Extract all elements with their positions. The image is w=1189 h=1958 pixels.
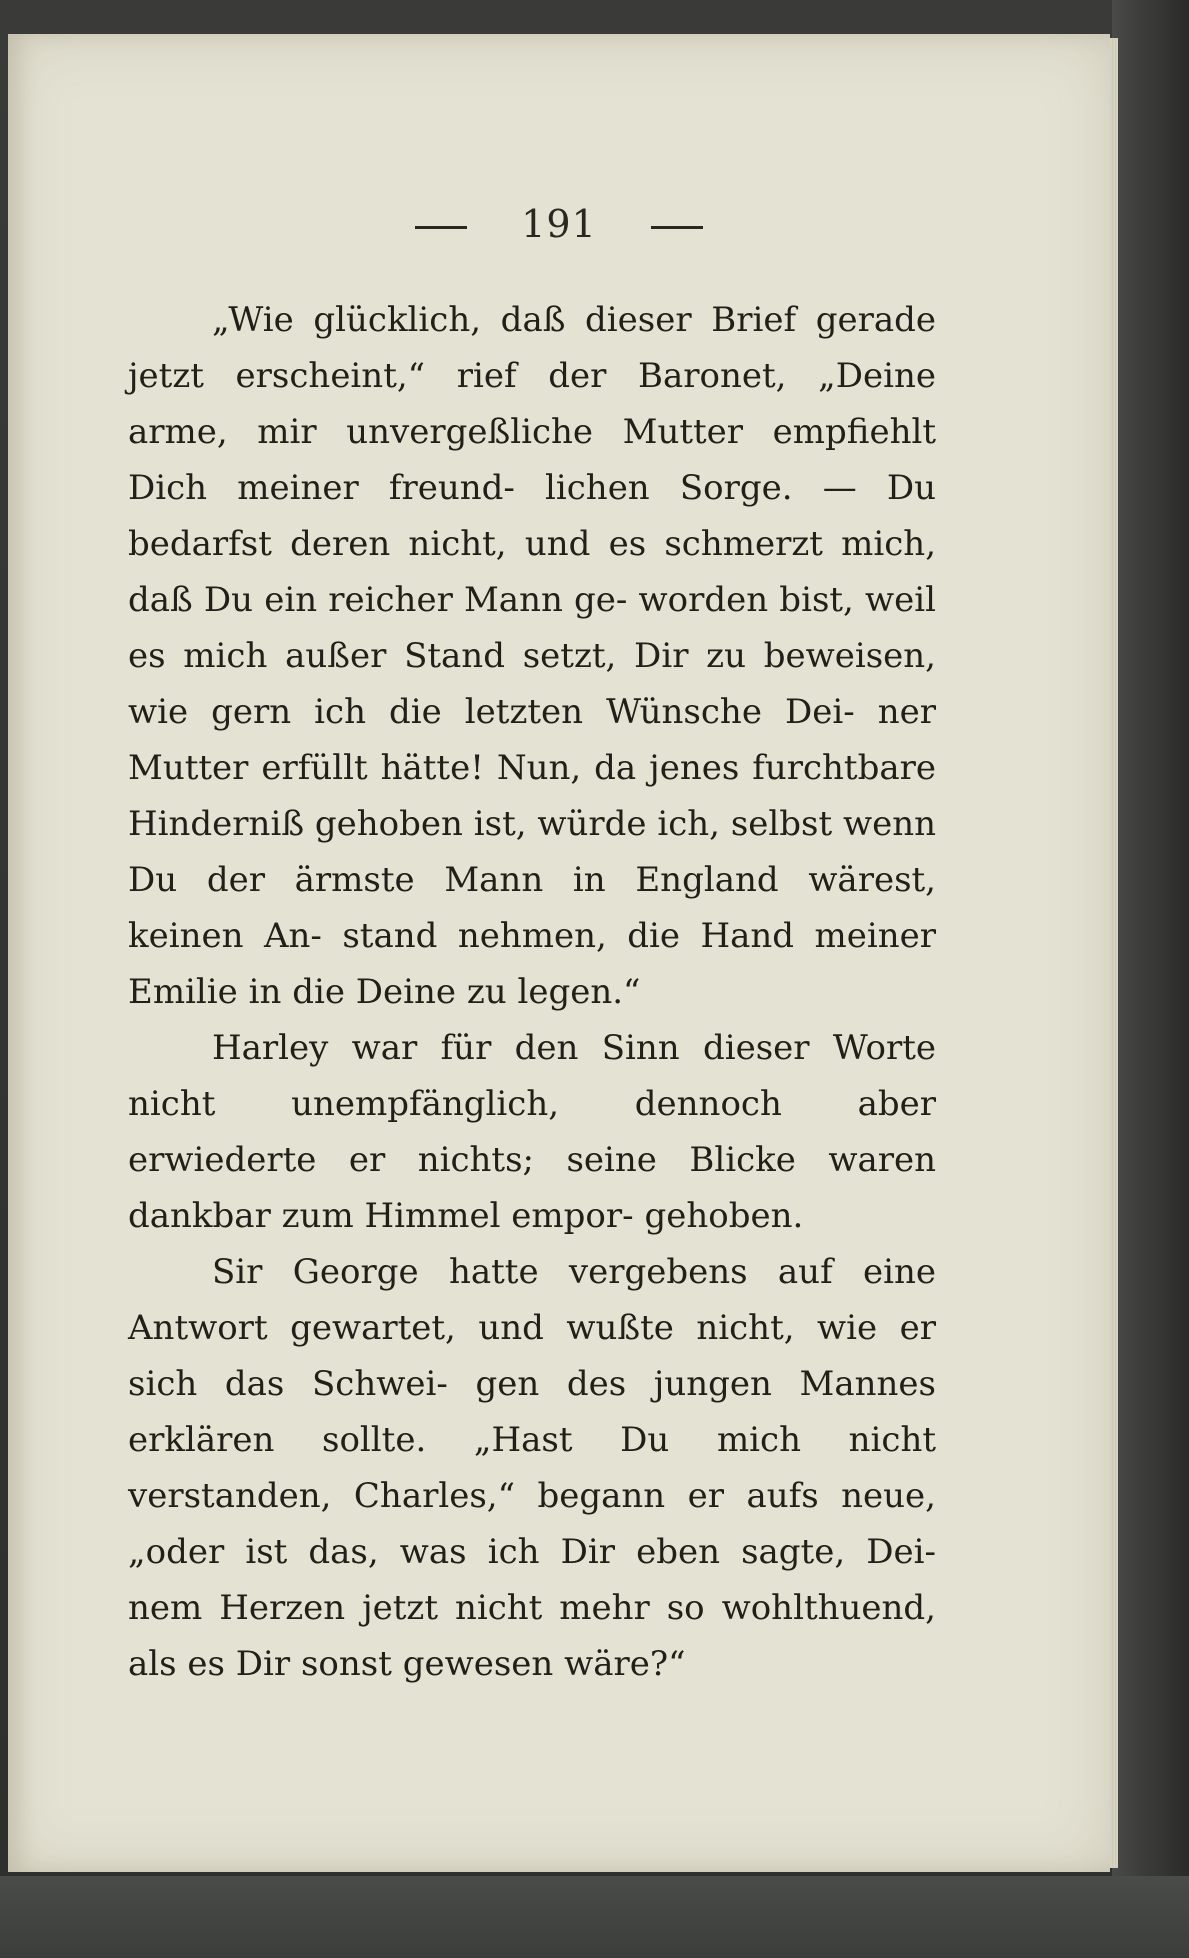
book-page [8, 34, 1110, 1872]
paragraph-1: „Wie glücklich, daß dieser Brief gerade jetzt erscheint,“ rief der Baronet, „Deine arme, mir unvergeßliche Mutter empfiehlt Dich meiner freund- lichen Sorge. — Du bedarfst deren nicht, und es schmerzt mich, daß Du ein reicher Mann ge- worden bist, weil es mich außer Stand setzt, Dir zu beweisen, wie gern ich die letzten Wünsche Dei- ner Mutter erfüllt hätte! Nun, da jenes furchtbare Hinderniß gehoben ist, würde ich, selbst wenn Du der ärmste Mann in England wärest, keinen An- stand nehmen, die Hand meiner Emilie in die Deine zu legen.“ [128, 300, 936, 1012]
header-dash-left [415, 226, 467, 229]
page-number: 191 [521, 202, 597, 246]
paragraph-2: Harley war für den Sinn dieser Worte nicht unempfänglich, dennoch aber erwiederte er nichts; seine Blicke waren dankbar zum Himmel empor- gehoben. [128, 1028, 936, 1236]
book-cover-bottom [0, 1876, 1189, 1958]
header-dash-right [651, 226, 703, 229]
body-text [128, 292, 936, 1692]
paragraph-3: Sir George hatte vergebens auf eine Antwort gewartet, und wußte nicht, wie er sich das Schwei- gen des jungen Mannes erklären sollte. „Hast Du mich nicht verstanden, Charles,“ begann er aufs neue, „oder ist das, was ich Dir eben sagte, Dei- nem Herzen jetzt nicht mehr so wohlthuend, als es Dir sonst gewesen wäre?“ [128, 1252, 936, 1684]
book-cover-edge [1112, 0, 1189, 1958]
page-header [8, 202, 1110, 246]
